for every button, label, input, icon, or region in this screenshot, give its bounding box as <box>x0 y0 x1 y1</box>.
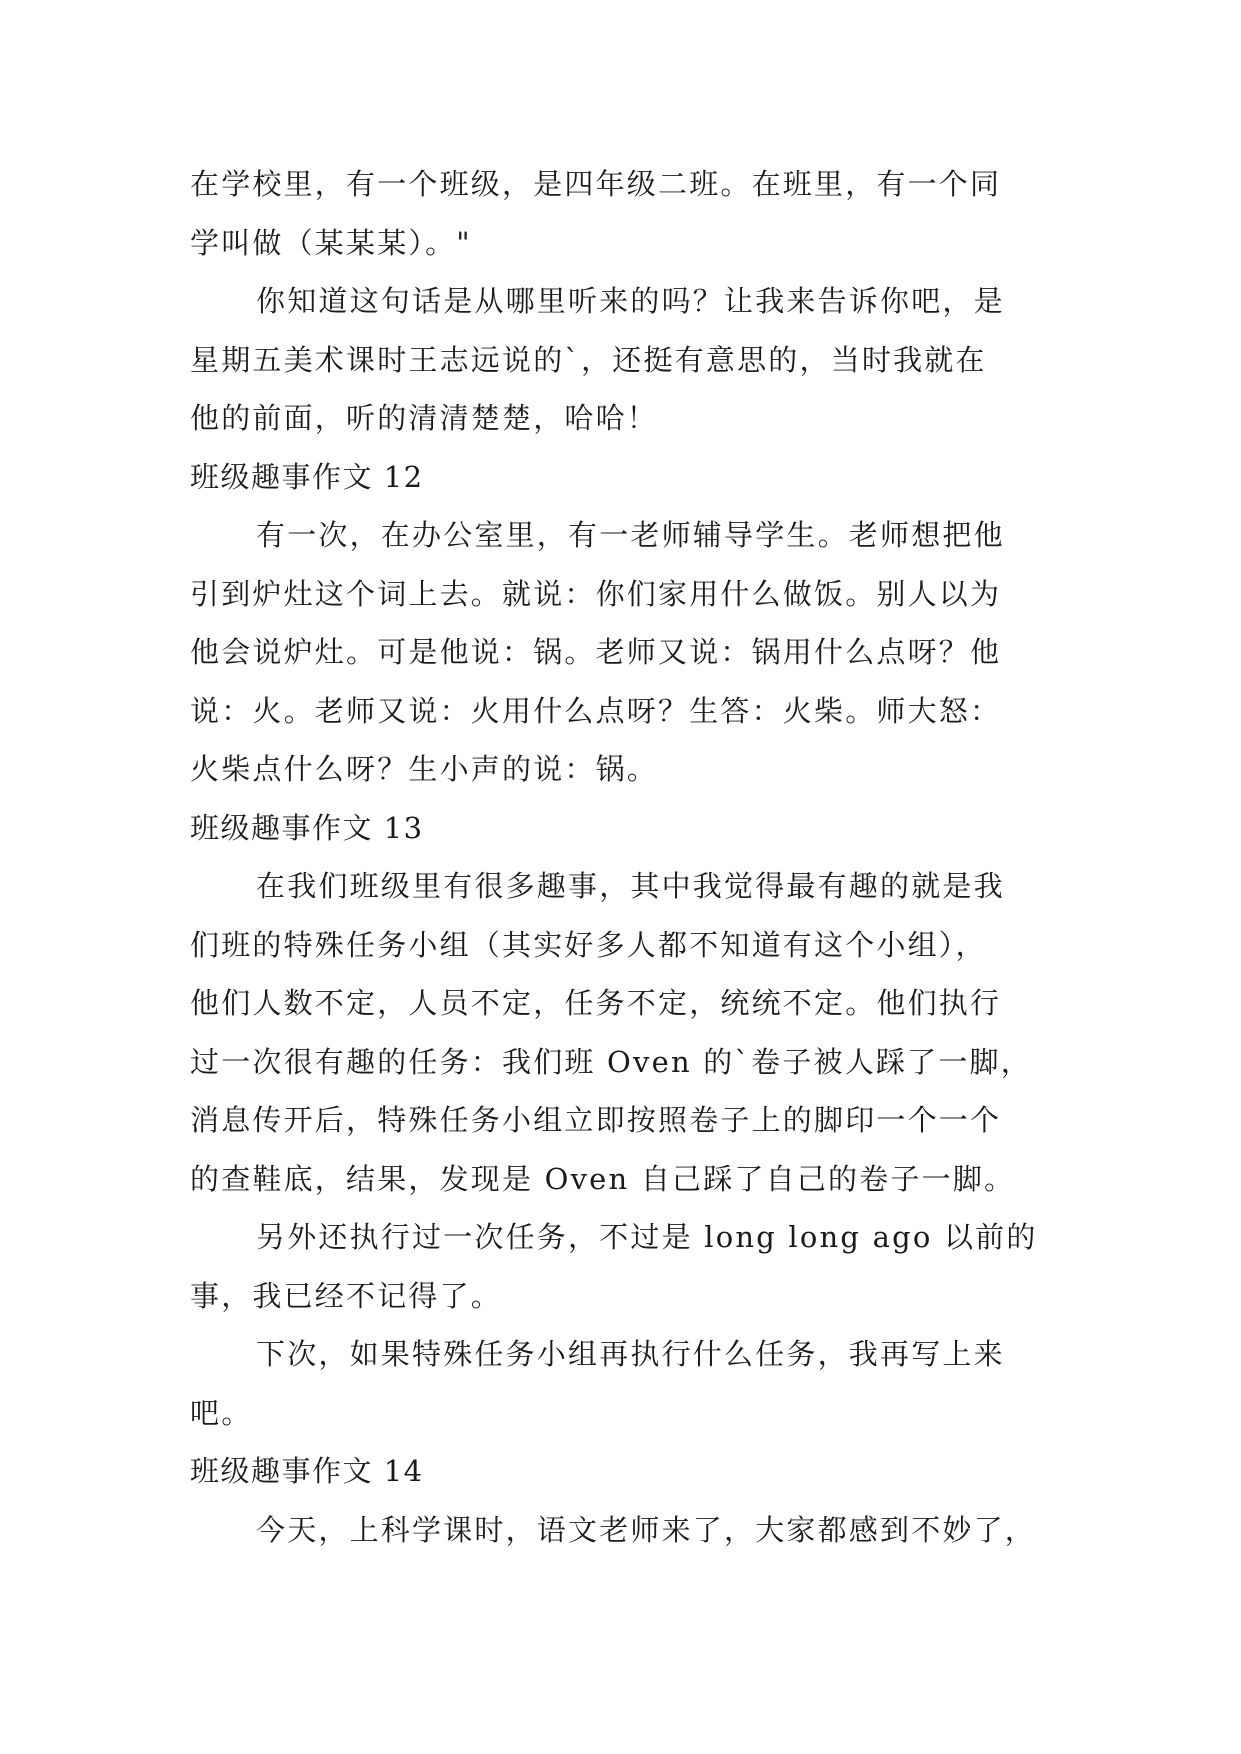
paragraph-line: 他会说炉灶。可是他说：锅。老师又说：锅用什么点呀？他 <box>190 635 1002 669</box>
paragraph-line: 事，我已经不记得了。 <box>190 1278 503 1313</box>
paragraph-line: 说：火。老师又说：火用什么点呀？生答：火柴。师大怒： <box>190 693 1002 728</box>
section-heading: 班级趣事作文 12 <box>190 459 424 494</box>
section-heading: 班级趣事作文 13 <box>190 810 424 845</box>
paragraph-line: 今天，上科学课时，语文老师来了，大家都感到不妙了， <box>256 1512 1037 1547</box>
paragraph-line: 吧。 <box>190 1395 253 1430</box>
paragraph-line: 你知道这句话是从哪里听来的吗？让我来告诉你吧，是 <box>256 284 1005 318</box>
paragraph-line: 有一次，在办公室里，有一老师辅导学生。老师想把他 <box>256 518 1005 552</box>
paragraph-line: 消息传开后，特殊任务小组立即按照卷子上的脚印一个一个 <box>190 1103 1002 1137</box>
document-body <box>190 155 1052 1559</box>
paragraph-line: 过一次很有趣的任务：我们班 Oven 的`卷子被人踩了一脚， <box>190 1044 1032 1079</box>
paragraph-line: 星期五美术课时王志远说的`，还挺有意思的，当时我就在 <box>190 342 987 377</box>
paragraph-line: 火柴点什么呀？生小声的说：锅。 <box>190 752 659 786</box>
paragraph-line: 学叫做（某某某）。" <box>190 225 472 260</box>
paragraph-line: 引到炉灶这个词上去。就说：你们家用什么做饭。别人以为 <box>190 576 1002 611</box>
paragraph-line: 另外还执行过一次任务，不过是 long long ago 以前的 <box>256 1220 1038 1254</box>
paragraph-line: 他们人数不定，人员不定，任务不定，统统不定。他们执行 <box>190 986 1002 1020</box>
paragraph-line: 的查鞋底，结果，发现是 Oven 自己踩了自己的卷子一脚。 <box>190 1161 1016 1196</box>
paragraph-line: 在我们班级里有很多趣事，其中我觉得最有趣的就是我 <box>256 869 1005 903</box>
paragraph-line: 们班的特殊任务小组（其实好多人都不知道有这个小组）， <box>190 927 987 962</box>
paragraph-line: 下次，如果特殊任务小组再执行什么任务，我再写上来 <box>256 1337 1005 1371</box>
paragraph-line: 他的前面，听的清清楚楚，哈哈！ <box>190 401 659 435</box>
section-heading: 班级趣事作文 14 <box>190 1454 424 1488</box>
paragraph-line: 在学校里，有一个班级，是四年级二班。在班里，有一个同 <box>190 167 1002 201</box>
